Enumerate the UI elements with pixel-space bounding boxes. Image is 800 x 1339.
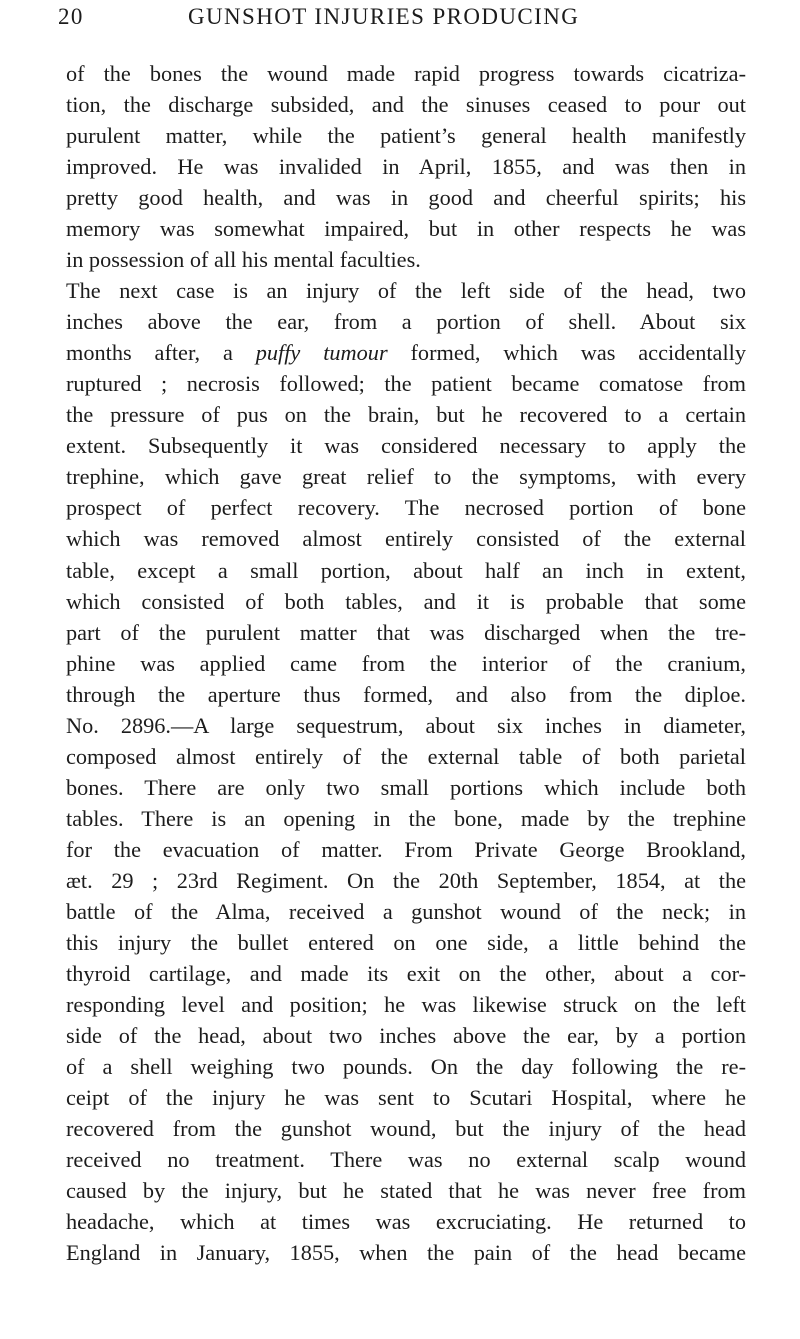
- text-line: [66, 1020, 746, 1051]
- text-run: which was removed almost entirely consisted of the external: [66, 526, 746, 552]
- text-line: [66, 772, 746, 803]
- text-run: recovered from the gunshot wound, but the injury of the head: [66, 1116, 746, 1142]
- text-line: [66, 617, 746, 648]
- text-run: No. 2896.—A large sequestrum, about six inches in diameter,: [66, 712, 746, 738]
- text-line: [66, 430, 746, 461]
- text-line: [66, 523, 746, 554]
- text-run: months after, a: [66, 340, 256, 366]
- text-line: [66, 182, 746, 213]
- text-run: The next case is an injury of the left side of the head, two: [66, 278, 746, 304]
- text-line: [66, 1175, 746, 1206]
- text-line: [66, 368, 746, 399]
- text-run: this injury the bullet entered on one side, a little behind the: [66, 929, 746, 955]
- text-line: [66, 865, 746, 896]
- text-line: [66, 461, 746, 492]
- text-line: [66, 213, 746, 244]
- text-run: table, except a small portion, about half an inch in extent,: [66, 557, 746, 583]
- text-run: tion, the discharge subsided, and the sinuses ceased to pour out: [66, 92, 746, 118]
- text-run: phine was applied came from the interior of the cranium,: [66, 650, 746, 676]
- text-run: pretty good health, and was in good and cheerful spirits; his: [66, 185, 746, 211]
- text-run: received no treatment. There was no external scalp wound: [66, 1147, 746, 1173]
- text-run: memory was somewhat impaired, but in other respects he was: [66, 216, 746, 242]
- text-run: tables. There is an opening in the bone, made by the trephine: [66, 805, 746, 831]
- text-line: [66, 834, 746, 865]
- text-line: [66, 337, 746, 368]
- italic-text-run: puffy tumour: [255, 340, 388, 366]
- text-run: England in January, 1855, when the pain of the head became: [66, 1240, 746, 1266]
- text-run: which consisted of both tables, and it is probable that some: [66, 588, 746, 614]
- text-run: æt. 29 ; 23rd Regiment. On the 20th September, 1854, at the: [66, 867, 746, 893]
- text-line: [66, 896, 746, 927]
- text-line: [66, 399, 746, 430]
- text-line: [66, 586, 746, 617]
- text-line: [66, 1144, 746, 1175]
- text-line: [66, 1237, 746, 1268]
- text-run: in possession of all his mental faculties.: [66, 247, 421, 273]
- text-line: [66, 89, 746, 120]
- text-line: [66, 275, 746, 306]
- text-line: [66, 803, 746, 834]
- text-line: [66, 1082, 746, 1113]
- text-line: [66, 958, 746, 989]
- text-line: [66, 1113, 746, 1144]
- text-run: caused by the injury, but he stated that he was never free from: [66, 1178, 746, 1204]
- text-run: trephine, which gave great relief to the symptoms, with every: [66, 464, 746, 490]
- text-line: [66, 492, 746, 523]
- text-run: headache, which at times was excruciating. He returned to: [66, 1209, 746, 1235]
- text-line: [66, 1051, 746, 1082]
- text-run: for the evacuation of matter. From Private George Brookland,: [66, 836, 746, 862]
- text-run: part of the purulent matter that was discharged when the tre-: [66, 619, 746, 645]
- text-line: [66, 648, 746, 679]
- text-run: through the aperture thus formed, and also from the diploe.: [66, 681, 746, 707]
- running-head: [58, 4, 738, 44]
- text-line: [66, 927, 746, 958]
- text-line: [66, 151, 746, 182]
- text-line: [66, 989, 746, 1020]
- text-run: prospect of perfect recovery. The necrosed portion of bone: [66, 495, 746, 521]
- text-run: thyroid cartilage, and made its exit on the other, about a cor-: [66, 960, 746, 986]
- text-line: [66, 120, 746, 151]
- text-run: composed almost entirely of the external table of both parietal: [66, 743, 746, 769]
- running-title: GUNSHOT INJURIES PRODUCING: [188, 4, 580, 29]
- text-run: responding level and position; he was likewise struck on the left: [66, 991, 746, 1017]
- text-run: purulent matter, while the patient’s general health manifestly: [66, 123, 746, 149]
- text-run: improved. He was invalided in April, 1855, and was then in: [66, 154, 746, 180]
- text-run: ruptured ; necrosis followed; the patient became comatose from: [66, 371, 746, 397]
- text-run: of a shell weighing two pounds. On the day following the re-: [66, 1054, 746, 1079]
- text-line: [66, 1206, 746, 1237]
- text-run: the pressure of pus on the brain, but he recovered to a certain: [66, 402, 746, 428]
- text-line: [66, 58, 746, 89]
- body-text: [66, 58, 746, 1268]
- page-number: 20: [58, 4, 84, 29]
- text-line: [66, 741, 746, 772]
- text-run: extent. Subsequently it was considered necessary to apply the: [66, 433, 746, 459]
- text-line: [66, 306, 746, 337]
- text-run: formed, which was accidentally: [387, 340, 746, 366]
- text-line: [66, 679, 746, 710]
- text-run: inches above the ear, from a portion of shell. About six: [66, 309, 746, 335]
- text-run: of the bones the wound made rapid progress towards cicatriza-: [66, 61, 746, 86]
- text-run: side of the head, about two inches above the ear, by a portion: [66, 1022, 746, 1048]
- text-run: bones. There are only two small portions which include both: [66, 774, 746, 800]
- text-line: [66, 555, 746, 586]
- text-line: [66, 710, 746, 741]
- text-run: ceipt of the injury he was sent to Scutari Hospital, where he: [66, 1085, 746, 1111]
- text-run: battle of the Alma, received a gunshot wound of the neck; in: [66, 898, 746, 924]
- text-line: [66, 244, 746, 275]
